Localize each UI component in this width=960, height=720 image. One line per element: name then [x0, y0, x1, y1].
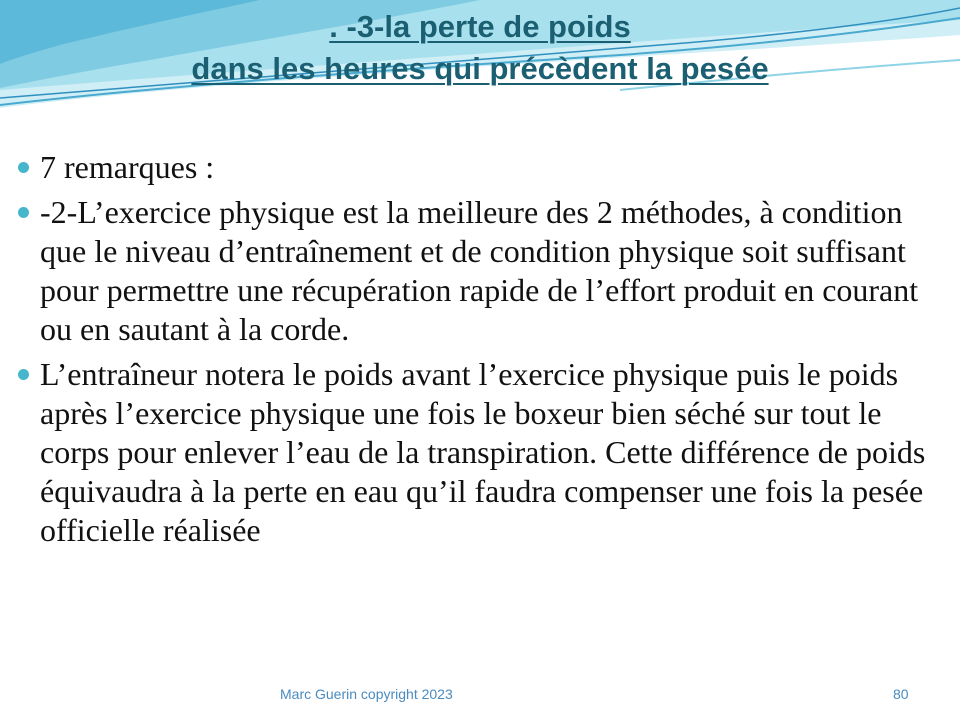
slide-title: [0, 6, 960, 90]
bullet-dot-icon: [18, 369, 29, 380]
bullet-text: 7 remarques :: [40, 149, 215, 185]
bullet-text: L’entraîneur notera le poids avant l’exercice physique puis le poids après l’exercice physique une fois le boxeur bien séché sur tout le corps pour enlever l’eau de la transpiration. Cette différence de poids équivaudra à la perte en eau qu’il faudra compenser une fois la pesée officielle réalisée: [40, 356, 926, 548]
bullet-text: -2-L’exercice physique est la meilleure des 2 méthodes, à condition que le niveau d’entraînement et de condition physique soit suffisant pour permettre une récupération rapide de l’effort produit en courant ou en sautant à la corde.: [40, 194, 919, 347]
footer-copyright: Marc Guerin copyright 2023: [280, 686, 453, 702]
bullet-item-exercice: [18, 193, 938, 349]
title-line-2: dans les heures qui précèdent la pesée: [191, 51, 769, 86]
bullet-dot-icon: [18, 207, 29, 218]
bullet-dot-icon: [18, 162, 29, 173]
bullet-item-entraineur: [18, 355, 938, 550]
bullet-list: [18, 148, 938, 556]
title-line-1: . -3-la perte de poids: [329, 9, 631, 44]
bullet-item-remarques: [18, 148, 938, 187]
page-number: 80: [893, 686, 909, 702]
